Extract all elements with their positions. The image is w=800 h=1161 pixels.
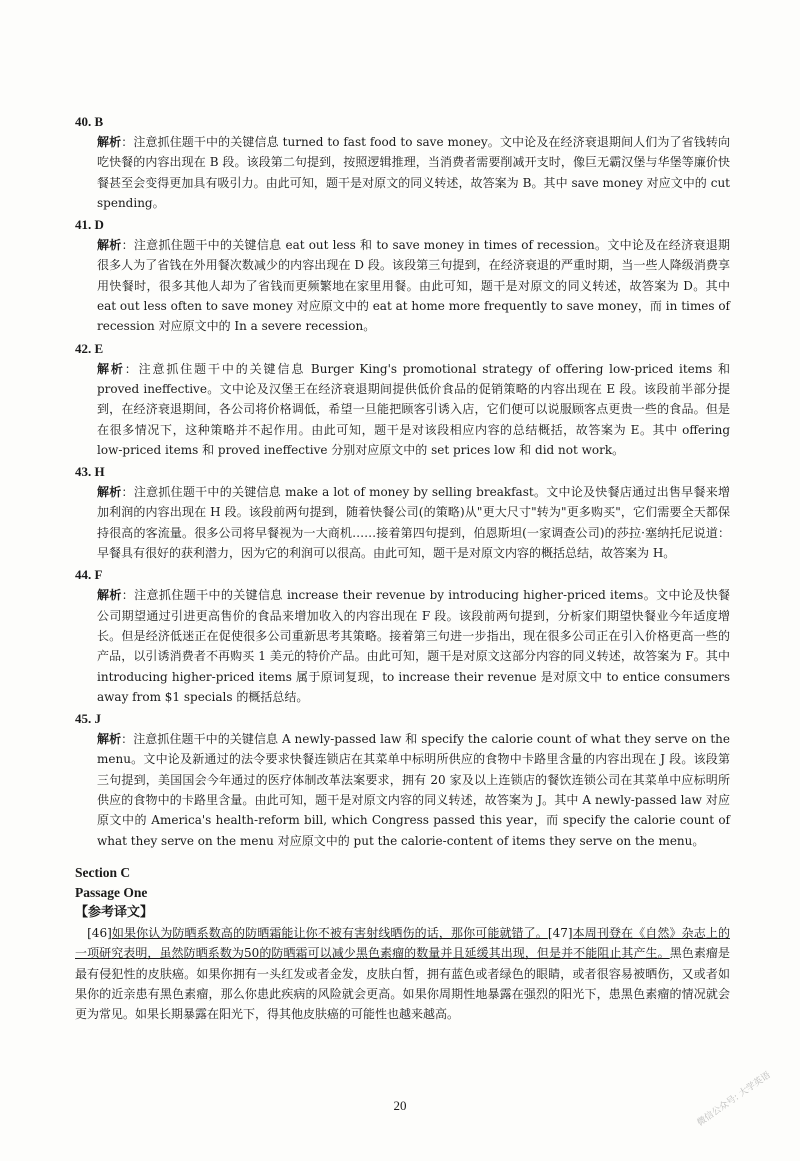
explanation-label: 解析 bbox=[97, 238, 122, 253]
explanation-label: 解析 bbox=[97, 732, 122, 747]
section-c bbox=[75, 863, 730, 1024]
explanation bbox=[75, 482, 730, 563]
explanation bbox=[75, 132, 730, 213]
sentence-46: 如果你认为防晒系数高的防晒霜能让你不被有害射线晒伤的话，那你可能就错了。 bbox=[111, 925, 548, 940]
explanation-text: ：注意抓住题干中的关键信息 turned to fast food to save money。文中论及在经济衰退期间人们为了省钱转向吃快餐的内容出现在 B 段。该段第二句提到，按照逻辑推理，当消费者需要削减开支时，像巨无霸汉堡与华堡等廉价快餐甚至会变得更加具有吸引力。由此可知，题干是对原文的同义转述，故答案为 B。其中 save money 对应文中的 cut spending。 bbox=[97, 135, 730, 210]
explanation bbox=[75, 359, 730, 460]
section-title: Section C bbox=[75, 864, 131, 880]
explanation-label: 解析 bbox=[97, 588, 122, 603]
explanation-text: ：注意抓住题干中的关键信息 increase their revenue by introducing higher-priced items。文中论及快餐公司期望通过引进更高售价的食品来增加收入的内容出现在 F 段。该段前两句提到，分析家们期望快餐业今年适度增长。但是经济低迷正在促使很多公司重新思考其策略。接着第三句进一步指出，现在很多公司正在引入价格更高一些的产品，以引诱消费者不再购买 1 美元的特价产品。由此可知，题干是对原文这部分内容的同义转述，故答案为 F。其中 introducing higher-priced items 属于原词复现，to increase their revenue 是对原文中 to entice consumers away from $1 specials 的概括总结。 bbox=[97, 588, 730, 704]
question-number: 41. D bbox=[75, 217, 104, 233]
watermark-stamp bbox=[694, 1069, 796, 1161]
question-45 bbox=[75, 709, 730, 851]
explanation-label: 解析 bbox=[97, 135, 122, 149]
sentence-47: 本周刊登在《自然》杂志上的一项研究表明，虽然防晒系数为50的防晒霜可以减少黑色素瘤的数量并且延缓其出现，但是并不能阻止其产生。 bbox=[75, 925, 730, 961]
answer-explanations bbox=[75, 112, 730, 1024]
explanation bbox=[75, 729, 730, 851]
question-42 bbox=[75, 339, 730, 460]
explanation-text: ：注意抓住题干中的关键信息 make a lot of money by selling breakfast。文中论及快餐店通过出售早餐来增加利润的内容出现在 H 段。该段前两句提到，随着快餐公司(的策略)从"更大尺寸"转为"更多购买"，它们需要全天都保持很高的客流量。很多公司将早餐视为一大商机……接着第四句提到，伯恩斯坦(一家调查公司)的莎拉·塞纳托尼说道：早餐具有很好的获利潜力，因为它的利润可以很高。由此可知，题干是对原文内容的概括总结，故答案为 H。 bbox=[97, 485, 730, 561]
question-41 bbox=[75, 215, 730, 336]
explanation-text: ：注意抓住题干中的关键信息 A newly-passed law 和 specify the calorie count of what they serve on the menu。文中论及新通过的法令要求快餐连锁店在其菜单中标明所供应的食物中卡路里含量的内容出现在 J 段。该段第三句提到，美国国会今年通过的医疗体制改革法案要求，拥有 20 家及以上连锁店的餐饮连锁公司在其菜单中应标明所供应的食物中的卡路里含量。由此可知，题干是对原文内容的同义转述，故答案为 J。其中 A newly-passed law 对应原文中的 America's health-reform bill, which Congress passed this year，而 specify the calorie count of what they serve on the menu 对应原文中的 put the calorie-content of items they serve on the menu。 bbox=[97, 732, 730, 848]
watermark-text: 微信公众号: 大学英语 bbox=[695, 1070, 773, 1129]
question-40 bbox=[75, 112, 730, 213]
explanation-label: 解析 bbox=[97, 361, 125, 376]
question-number: 45. J bbox=[75, 711, 101, 727]
explanation-text: ：注意抓住题干中的关键信息 eat out less 和 to save money in times of recession。文中论及在经济衰退期很多人为了省钱在外用餐次数减少的内容出现在 D 段。该段第三句提到，在经济衰退的严重时期，当一些人降级消费享用快餐时，很多其他人却为了省钱而更频繁地在家里用餐。由此可知，题干是对原文的同义转述，故答案为 D。其中 eat out less often to save money 对应原文中的 eat at home more frequently to save money，而 in times of recession 对应原文中的 In a severe recession。 bbox=[97, 238, 730, 334]
question-number: 43. H bbox=[75, 464, 105, 480]
explanation-text: ：注意抓住题干中的关键信息 Burger King's promotional strategy of offering low-priced items 和 proved ineffective。文中论及汉堡王在经济衰退期间提供低价食品的促销策略的内容出现在 E 段。该段前半部分提到，在经济衰退期间，各公司将价格调低，希望一旦能把顾客引诱入店，它们便可以说服顾客点更贵一些的食品。但是在很多情况下，这种策略并不起作用。由此可知，题干是对该段相应内容的总结概括，故答案为 E。其中 offering low-priced items 和 proved ineffective 分别对应原文中的 set prices low 和 did not work。 bbox=[97, 361, 730, 457]
marker-46: [46] bbox=[87, 925, 112, 940]
question-44 bbox=[75, 565, 730, 707]
explanation bbox=[75, 585, 730, 707]
question-number: 40. B bbox=[75, 114, 104, 129]
question-number: 44. F bbox=[75, 567, 103, 583]
question-number: 42. E bbox=[75, 340, 104, 356]
translation-rest: 黑色素瘤是最有侵犯性的皮肤癌。如果你拥有一头红发或者金发，皮肤白皙，拥有蓝色或者绿色的眼睛，或者很容易被晒伤，又或者如果你的近亲患有黑色素瘤，那么你患此疾病的风险就会更高。如果你周期性地暴露在强烈的阳光下，患黑色素瘤的情况就会更为常见。如果长期暴露在阳光下，得其他皮肤癌的可能性也越来越高。 bbox=[75, 946, 730, 1022]
page-number: 20 bbox=[393, 1098, 407, 1113]
explanation-label: 解析 bbox=[97, 485, 122, 500]
passage-title: Passage One bbox=[75, 884, 148, 900]
marker-47: [47] bbox=[547, 925, 573, 940]
explanation bbox=[75, 235, 730, 336]
reference-translation-label: 【参考译文】 bbox=[75, 904, 154, 920]
question-43 bbox=[75, 462, 730, 563]
reference-translation bbox=[75, 923, 730, 1024]
